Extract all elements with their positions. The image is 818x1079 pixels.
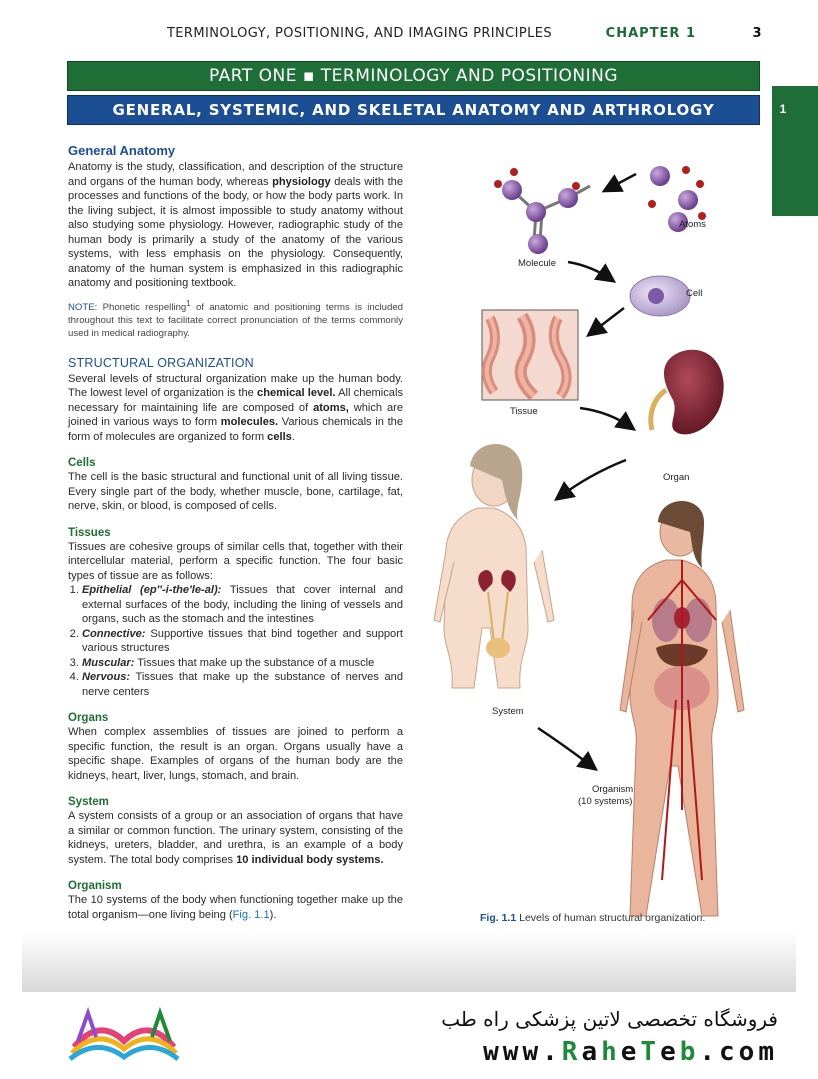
list-item xyxy=(82,583,403,627)
text-run: Phonetic respelling xyxy=(97,301,187,313)
bold-term: molecules. xyxy=(220,416,279,429)
running-head-title: TERMINOLOGY, POSITIONING, AND IMAGING PRINCIPLES xyxy=(166,26,552,41)
figure-reference-link[interactable]: Fig. 1.1 xyxy=(232,908,270,921)
site-part: b xyxy=(679,1037,700,1067)
bold-term: 10 individual body systems. xyxy=(236,853,384,866)
bold-term: cells xyxy=(267,430,292,443)
bold-term: chemical level. xyxy=(257,387,336,400)
text-column xyxy=(68,143,403,926)
structural-paragraph xyxy=(68,372,403,445)
footer-website xyxy=(483,1037,778,1067)
label-organism: Organism xyxy=(592,784,634,795)
arrow-organ-to-system xyxy=(558,460,626,498)
label-cell: Cell xyxy=(686,288,703,299)
label-system: System xyxy=(492,706,524,717)
text-run: Several levels of structural organization make up the human body. The lowest level of organization is the xyxy=(68,372,403,400)
cell-nucleus xyxy=(648,288,664,304)
list-term: Muscular: xyxy=(82,656,135,669)
list-term: Nervous: xyxy=(82,671,131,684)
label-atoms: Atoms xyxy=(679,219,706,230)
molecule-atoms xyxy=(494,168,580,254)
tissue-types-list xyxy=(68,583,403,699)
text-run: which are joined in various ways to form xyxy=(68,401,403,429)
text-run: Anatomy is the study, classification, and description of the structure and organs of the human body, whereas xyxy=(68,161,403,188)
figure-levels-of-organization xyxy=(430,140,770,930)
text-run: . xyxy=(291,430,295,443)
caption-text: Levels of human structural organization. xyxy=(516,912,706,924)
tissue-illustration xyxy=(482,310,578,400)
note-paragraph xyxy=(68,297,403,340)
caption-figure-number: Fig. 1.1 xyxy=(480,912,517,924)
page-bottom-shadow xyxy=(22,932,796,992)
organism-paragraph xyxy=(68,893,403,922)
arrow-molecule-to-cell xyxy=(568,262,612,280)
footnote-marker: 1 xyxy=(186,298,191,308)
chapter-side-tab xyxy=(772,86,818,216)
bold-term: atoms, xyxy=(313,401,349,414)
text-run: Various chemicals in the form of molecules are organized to form xyxy=(68,416,403,443)
label-organism-sub: (10 systems) xyxy=(578,796,633,807)
site-part: h xyxy=(601,1037,621,1067)
general-anatomy-paragraph xyxy=(68,160,403,291)
heading-general-anatomy: General Anatomy xyxy=(68,143,176,158)
list-text: Supportive tissues that bind together and support various structures xyxy=(82,627,403,655)
organism-body-illustration xyxy=(620,501,744,916)
running-head-chapter: CHAPTER 1 xyxy=(605,26,696,41)
figure-caption xyxy=(480,912,800,924)
label-tissue: Tissue xyxy=(510,406,538,417)
note-label: NOTE: xyxy=(68,301,98,313)
site-part: e xyxy=(620,1037,641,1067)
site-part: e xyxy=(660,1037,680,1067)
site-part: .com xyxy=(699,1037,778,1067)
footer-persian-text: فروشگاه تخصصی لاتین پزشکی راه طب xyxy=(441,1007,778,1031)
arrow-atoms-to-molecule xyxy=(606,174,636,190)
text-run: ). xyxy=(269,908,277,921)
label-organ: Organ xyxy=(663,472,690,483)
list-term: Connective: xyxy=(82,627,146,640)
site-part: T xyxy=(640,1037,661,1067)
heading-structural-organization: STRUCTURAL ORGANIZATION xyxy=(68,355,254,370)
arrow-cell-to-tissue xyxy=(590,308,624,334)
list-item xyxy=(82,656,403,671)
list-text: Tissues that cover internal and external surfaces of the body, including the lining of vessels and organs, such as the stomach and the intestines xyxy=(82,584,404,626)
label-molecule: Molecule xyxy=(518,258,557,269)
list-term: Epithelial (ep″-i-the′le-al): xyxy=(82,584,222,597)
ureter-illustration xyxy=(651,390,666,430)
heading-organism: Organism xyxy=(68,880,122,893)
site-part: www. xyxy=(483,1037,562,1067)
text-run: of anatomic and positioning terms is included throughout this text to facilitate correct pronunciation of the terms commonly used in medical radiography. xyxy=(68,301,403,339)
heading-tissues: Tissues xyxy=(68,526,111,539)
molecule-illustration xyxy=(512,186,590,242)
text-run: A system consists of a group or an association of organs that have a similar or common function. The urinary system, consisting of the kidneys, ureters, bladder, and urethra, is an example of a body system. The total body comprises xyxy=(68,810,403,866)
organs-paragraph: When complex assemblies of tissues are joined to perform a specific function, the result is an organ. Organs usually have a specific shape. Examples of organs of the human body are the kidneys, heart, liver, lungs, stomach, and brain. xyxy=(68,726,403,782)
list-text: Tissues that make up the substance of a muscle xyxy=(134,656,375,669)
list-item xyxy=(82,627,403,656)
book-logo-icon xyxy=(64,1007,184,1067)
system-paragraph xyxy=(68,809,403,867)
tissues-paragraph: Tissues are cohesive groups of similar cells that, together with their intercellular material, perform a specific function. The four basic types of tissue are as follows: xyxy=(68,540,403,582)
figure-illustration xyxy=(430,140,770,930)
text-run: All chemicals necessary for maintaining life are composed of xyxy=(68,387,403,414)
section-banner: GENERAL, SYSTEMIC, AND SKELETAL ANATOMY AND ARTHROLOGY xyxy=(67,95,760,125)
footer-watermark xyxy=(0,993,818,1079)
site-part: a xyxy=(581,1037,602,1067)
list-text: Tissues that make up the substance of nerves and nerve centers xyxy=(82,671,403,698)
running-head xyxy=(150,26,780,46)
side-tab-label: 1 xyxy=(779,102,787,116)
bold-term: physiology xyxy=(272,175,331,188)
heading-cells: Cells xyxy=(68,457,96,470)
text-run: The 10 systems of the body when functioning together make up the total organism—one living being ( xyxy=(68,894,403,921)
heading-system: System xyxy=(68,796,109,809)
page-number: 3 xyxy=(752,26,762,41)
kidney-illustration xyxy=(664,350,724,435)
cells-paragraph: The cell is the basic structural and functional unit of all living tissue. Every single part of the body, whether muscle, bone, cartilage, fat, nerve, skin, or blood, is composed of cells. xyxy=(68,471,403,513)
system-body-illustration xyxy=(434,444,554,688)
text-run: deals with the processes and functions of the body, or how the body parts work. In the living subject, it is almost impossible to study anatomy without also studying some physiology. However, radiographic study of the human body is primarily a study of the anatomy of the various systems, with less emphasis on the physiology. Consequently, anatomy of the human system is emphasized in this radiographic anatomy and positioning textbook. xyxy=(68,175,403,289)
arrow-tissue-to-organ xyxy=(580,408,632,428)
site-part: R xyxy=(561,1037,582,1067)
list-item xyxy=(82,670,403,699)
part-banner: PART ONE ▪ TERMINOLOGY AND POSITIONING xyxy=(67,61,760,91)
arrow-system-to-organism xyxy=(538,728,594,768)
heading-organs: Organs xyxy=(68,712,109,725)
